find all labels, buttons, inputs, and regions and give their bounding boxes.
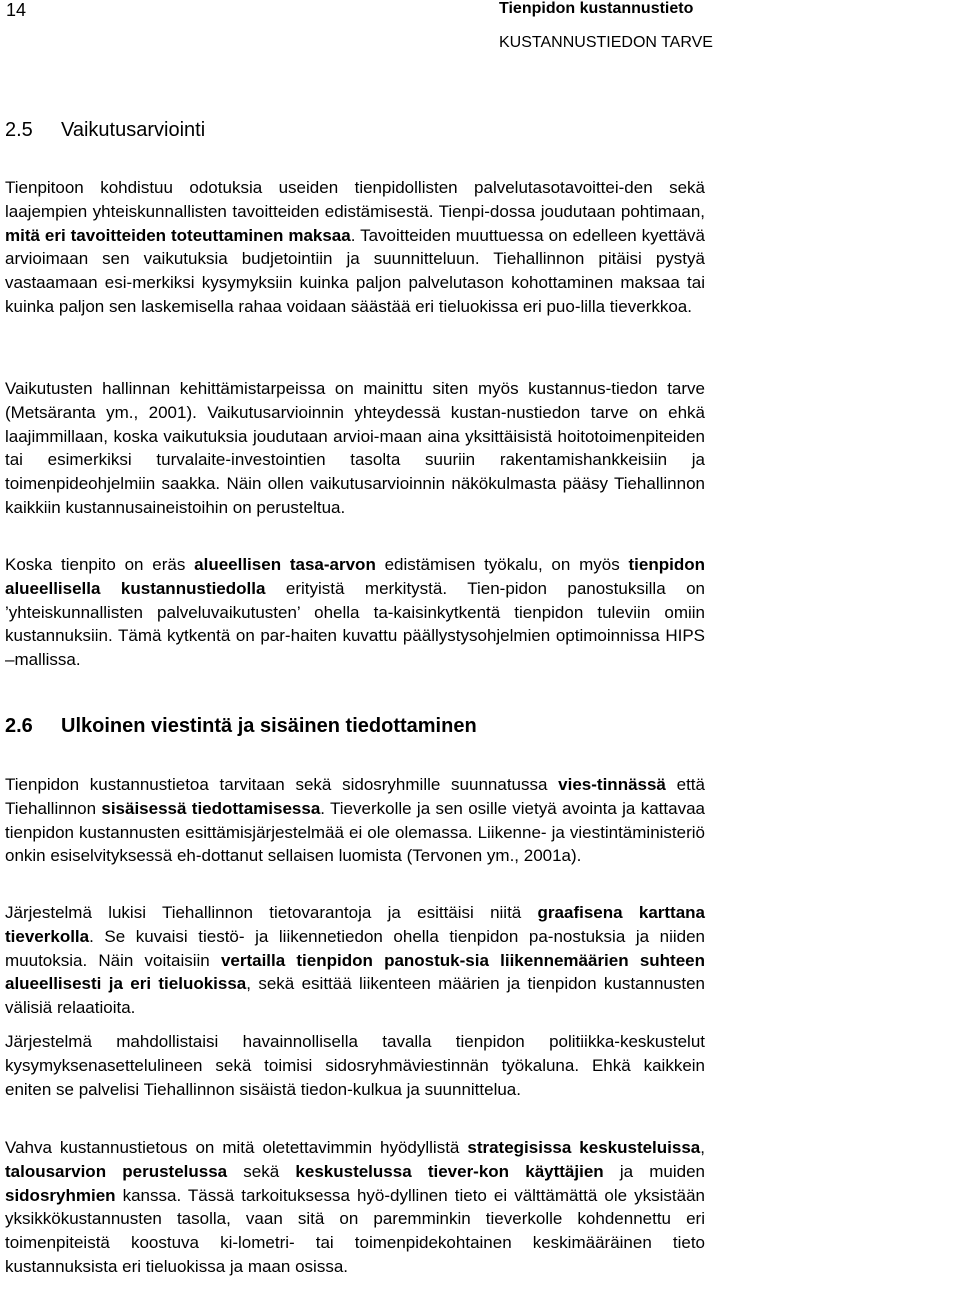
- text-run: Tienpitoon kohdistuu odotuksia useiden tienpidollisten palvelutasotavoittei-den sekä laajempien yhteiskunnallisten tavoitteiden edistämisestä. Tienpi-dossa joudutaan pohtimaan,: [5, 178, 705, 221]
- paragraph: Vaikutusten hallinnan kehittämistarpeissa on mainittu siten myös kustannus-tiedon tarve (Metsäranta ym., 2001). Vaikutusarvioinnin yhteydessä kustan-nustiedon tarve on ehkä laajimmillaan, koska vaikutuksia joudutaan arvioi-maan aina yksittäisistä hoitotoimenpiteiden tai esimerkiksi turvalaite-investointien tasolta suuriin rakentamishankkeisiin ja toimenpideohjelmiin saakka. Näin ollen vaikutusarvioinnin näkökulmasta pääsy Tiehallinnon kaikkiin kustannusaineistoihin on perusteltua.: [5, 379, 705, 517]
- running-header-subtitle: KUSTANNUSTIEDON TARVE: [499, 34, 713, 51]
- text-run: ,: [700, 1138, 705, 1157]
- bold-text-run: sidosryhmien: [5, 1185, 116, 1205]
- paragraph: Järjestelmä mahdollistaisi havainnollisella tavalla tienpidon politiikka-keskustelut kysymyksenasettelulineen sekä toimisi sidosryhmäviestinnän työkaluna. Ehkä kaikkein eniten se palvelisi Tiehallinnon sisäistä tiedon-kulkua ja suunnittelua.: [5, 1032, 705, 1099]
- text-run: , sekä esittää liikenteen määrien ja tienpidon kustannusten välisiä relaatioita.: [5, 974, 705, 1018]
- text-run: erityistä merkitystä. Tien-pidon panostuksilla on ’yhteiskunnallisten palveluvaikutusten’ ohella ta-kaisinkytkentä tienpidon tuleviin omiin kustannuksiin. Tämä kytkentä on par-haiten kuvattu päällystysohjelmien optimoinnissa HIPS –mallissa.: [5, 578, 706, 670]
- running-header-title: Tienpidon kustannustieto: [499, 0, 694, 17]
- text-run: . Tieverkolle ja sen osille vietyä avointa ja kattavaa tienpidon kustannusten esittämisjärjestelmää ei ole olemassa. Liikenne- ja viestintäministeriö onkin esiselvityksessä eh-dottanut sellaisen luomista (Tervonen ym., 2001a).: [5, 798, 705, 866]
- text-run: ja muiden: [603, 1161, 706, 1181]
- text-run: sekä: [227, 1161, 296, 1181]
- page-number: 14: [6, 0, 27, 20]
- bold-text-run: keskustelussa tiever-kon käyttäjien: [295, 1161, 604, 1181]
- bold-text-run: mitä eri tavoitteiden toteuttaminen maksaa: [5, 225, 351, 245]
- section-number: 2.5: [5, 119, 33, 141]
- text-run: Vahva kustannustietous on mitä oletettavimmin hyödyllistä: [5, 1138, 468, 1157]
- bold-text-run: tienpidon alueellisella kustannustiedolla: [5, 555, 705, 598]
- section-title: Ulkoinen viestintä ja sisäinen tiedottaminen: [61, 715, 477, 737]
- text-run: . Tavoitteiden muuttuessa on edelleen kyettävä arvioimaan sen vaikutuksia budjetointiin ja suunnitteluun. Tiehallinnon pitäisi pystyä vastaamaan esi-merkiksi kysymyksiin kuinka paljon palvelutason kohottaminen maksaa tai kuinka paljon sen laskemisella rahaa voidaan säästää eri tieluokissa eri puo-lilla tieverkkoa.: [5, 225, 705, 316]
- bold-text-run: sisäisessä tiedottamisessa: [101, 798, 321, 818]
- text-run: Tienpidon kustannustietoa tarvitaan sekä sidosryhmille suunnatussa: [5, 775, 559, 794]
- bold-text-run: graafisena karttana tieverkolla: [5, 903, 706, 946]
- bold-text-run: talousarvion perustelussa: [5, 1161, 228, 1181]
- paragraph: [5, 1136, 705, 1279]
- paragraph: [5, 773, 705, 868]
- bold-text-run: vertailla tienpidon panostuk-sia liikennemäärien suhteen alueellisesti ja eri tieluokissa: [5, 950, 705, 994]
- paragraph: [5, 901, 705, 1020]
- paragraph: [5, 176, 705, 319]
- text-run: kanssa. Tässä tarkoituksessa hyö-dyllinen tieto ei välttämättä ole yksistään yksikkökustannusten tasolla, vaan sitä on paremminkin tieverkolle kohdennettu eri toimenpiteistä koostuva ki-lometri- tai toimenpidekohtainen keskimääräinen tieto kustannuksista eri tieluokissa ja maan osissa.: [5, 1185, 705, 1276]
- text-run: Koska tienpito on eräs: [5, 555, 195, 574]
- text-run: . Se kuvaisi tiestö- ja liikennetiedon ohella tienpidon pa-nostuksia ja niiden muutoksia. Näin voitaisiin: [5, 926, 705, 970]
- paragraph: [5, 553, 705, 672]
- section-title: Vaikutusarviointi: [61, 119, 206, 141]
- section-heading-2-5: [5, 119, 205, 142]
- bold-text-run: strategisissa keskusteluissa: [467, 1138, 701, 1157]
- section-number: 2.6: [5, 715, 33, 737]
- bold-text-run: alueellisen tasa-arvon: [194, 555, 376, 574]
- bold-text-run: vies-tinnässä: [558, 775, 666, 794]
- section-heading-2-6: [5, 715, 477, 738]
- text-run: että Tiehallinnon: [5, 775, 705, 818]
- text-run: Järjestelmä lukisi Tiehallinnon tietovarantoja ja esittäisi niitä: [5, 903, 538, 922]
- text-run: edistämisen työkalu, on myös: [375, 555, 629, 574]
